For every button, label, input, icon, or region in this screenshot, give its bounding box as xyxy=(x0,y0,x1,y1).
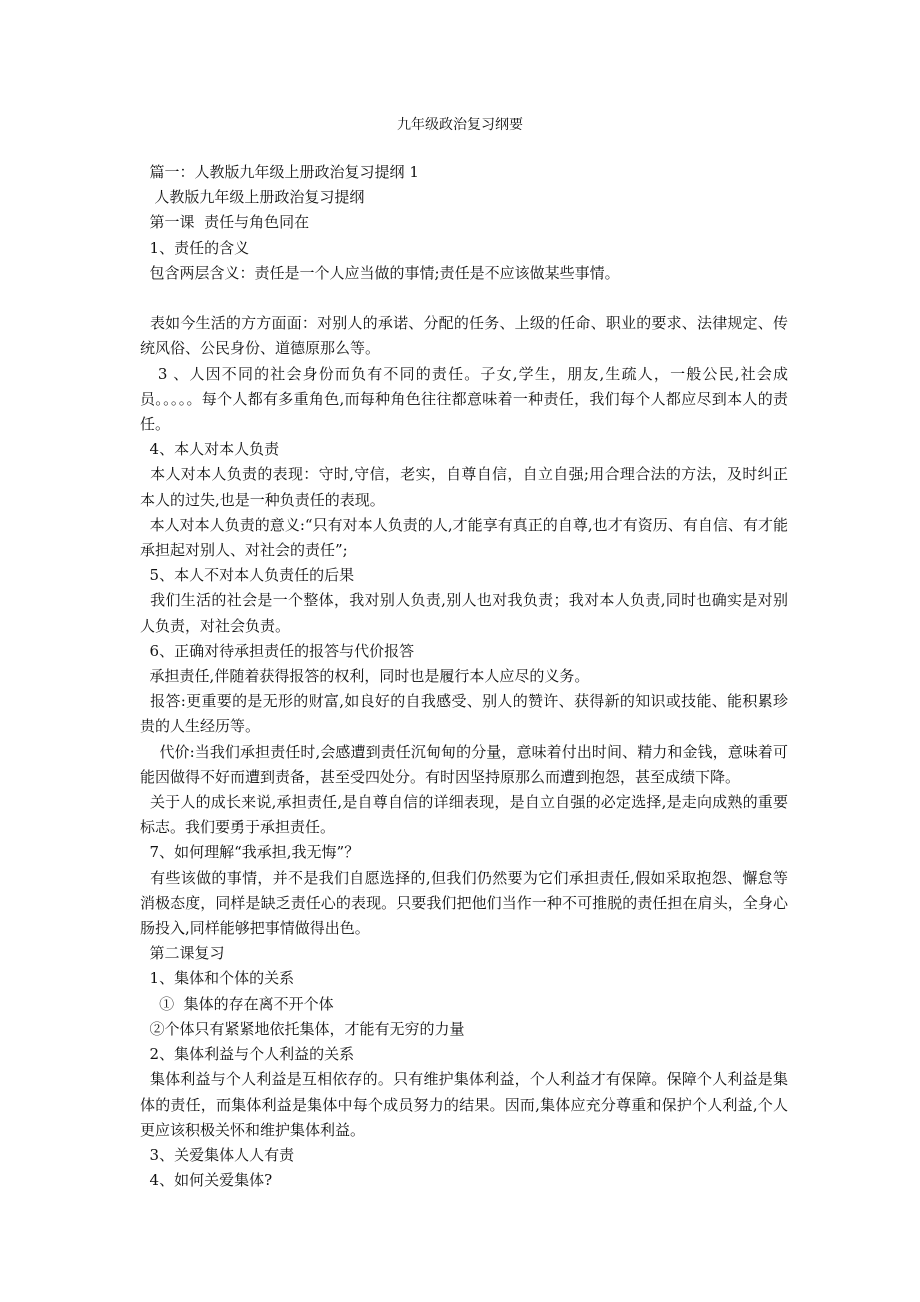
paragraph: 我们生活的社会是一个整体，我对别人负责,别人也对我负责；我对本人负责,同时也确实是对别人负责，对社会负责。 xyxy=(140,591,788,635)
paragraph: 5、本人不对本人负责任的后果 xyxy=(140,566,355,585)
document-title: 九年级政治复习纲要 xyxy=(397,117,523,133)
paragraph: 承担责任,伴随着获得报答的权利，同时也是履行本人应尽的义务。 xyxy=(140,667,590,686)
paragraph: 第二课复习 xyxy=(140,944,225,963)
paragraph: 6、正确对待承担责任的报答与代价报答 xyxy=(140,641,415,660)
paragraph: 本人对本人负责的表现：守时,守信，老实，自尊自信，自立自强;用合理合法的方法，及时纠正本人的过失,也是一种负责任的表现。 xyxy=(140,465,788,509)
document-body xyxy=(140,160,788,1193)
paragraph: 包含两层含义：责任是一个人应当做的事情;责任是不应该做某些事情。 xyxy=(140,263,620,282)
paragraph: 有些该做的事情，并不是我们自愿选择的,但我们仍然要为它们承担责任,假如采取抱怨、懈怠等消极态度，同样是缺乏责任心的表现。只要我们把他们当作一种不可推脱的责任担在肩头，全身心肠投入,同样能够把事情做得出色。 xyxy=(140,868,788,938)
paragraph: ②个体只有紧紧地依托集体，才能有无穷的力量 xyxy=(140,1019,465,1038)
paragraph: ① 集体的存在离不开个体 xyxy=(140,994,334,1013)
paragraph xyxy=(140,286,788,311)
paragraph: 代价:当我们承担责任时,会感遭到责任沉甸甸的分量，意味着付出时间、精力和金钱，意味着可能因做得不好而遭到责备，甚至受四处分。有时因坚持原那么而遭到抱怨，甚至成绩下降。 xyxy=(140,742,789,786)
paragraph: 4、本人对本人负责 xyxy=(140,440,280,459)
paragraph: 篇一：人教版九年级上册政治复习提纲 1 xyxy=(140,163,419,181)
paragraph: 4、如何关爱集体? xyxy=(140,1171,273,1190)
paragraph: 2、集体利益与个人利益的关系 xyxy=(140,1045,355,1064)
paragraph: 人教版九年级上册政治复习提纲 xyxy=(140,188,365,207)
paragraph: 本人对本人负责的意义:“只有对本人负责的人,才能享有真正的自尊,也才有资历、有自信、有才能承担起对别人、对社会的责任”; xyxy=(140,515,788,560)
paragraph: 报答:更重要的是无形的财富,如良好的自我感受、别人的赞许、获得新的知识或技能、能积累珍贵的人生经历等。 xyxy=(140,692,788,736)
paragraph: 1、责任的含义 xyxy=(140,238,250,257)
paragraph: 表如今生活的方方面面：对别人的承诺、分配的任务、上级的任命、职业的要求、法律规定、传统风俗、公民身份、道德原那么等。 xyxy=(140,314,788,358)
paragraph: 3、关爱集体人人有责 xyxy=(140,1145,295,1164)
paragraph: 关于人的成长来说,承担责任,是自尊自信的详细表现，是自立自强的必定选择,是走向成熟的重要标志。我们要勇于承担责任。 xyxy=(140,793,788,837)
paragraph: 第一课 责任与角色同在 xyxy=(140,213,310,232)
paragraph: 7、如何理解“我承担,我无悔”？ xyxy=(140,843,360,862)
paragraph: 集体利益与个人利益是互相依存的。只有维护集体利益，个人利益才有保障。保障个人利益是集体的责任，而集体利益是集体中每个成员努力的结果。因而,集体应充分尊重和保护个人利益,个人更应该积极关怀和维护集体利益。 xyxy=(140,1070,788,1139)
paragraph: 3 、人因不同的社会身份而负有不同的责任。子女,学生，朋友,生疏人，一般公民,社会成员。。。。。每个人都有多重角色,而每种角色往往都意味着一种责任，我们每个人都应尽到本人的责任。 xyxy=(140,364,789,434)
paragraph: 1、集体和个体的关系 xyxy=(140,969,295,988)
